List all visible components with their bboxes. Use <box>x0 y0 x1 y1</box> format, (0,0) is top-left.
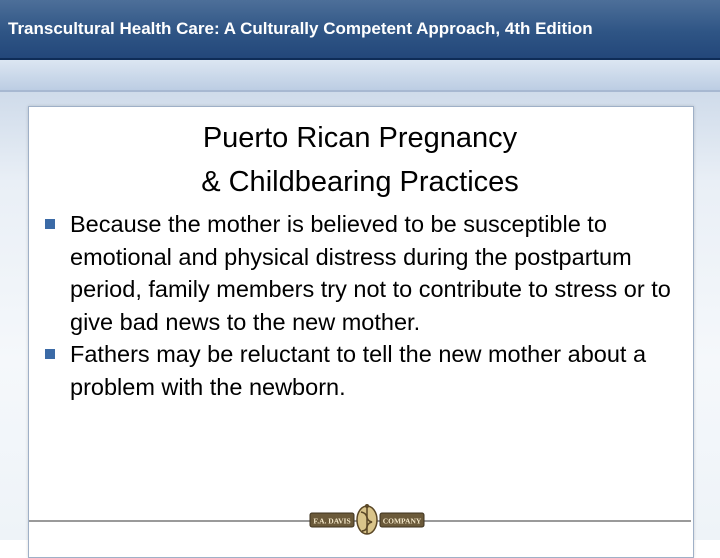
bullet-item <box>44 208 694 338</box>
bullet-text: Because the mother is believed to be susceptible to emotional and physical distress during the postpartum period, family members try not to contribute to stress or to give bad news to the new mother. <box>70 211 671 335</box>
square-bullet-icon <box>45 349 55 359</box>
logo-right-text: COMPANY <box>382 516 422 526</box>
logo-left-text: F.A. DAVIS <box>313 516 351 526</box>
bullet-item <box>44 338 694 403</box>
square-bullet-icon <box>45 219 55 229</box>
book-title: Transcultural Health Care: A Culturally Competent Approach, 4th Edition <box>8 19 593 38</box>
header-band <box>0 60 720 92</box>
slide-title-line-2: & Childbearing Practices <box>201 166 519 198</box>
slide-title-line-1: Puerto Rican Pregnancy <box>202 122 518 154</box>
bullet-text: Fathers may be reluctant to tell the new mother about a problem with the newborn. <box>70 341 647 400</box>
header-banner <box>0 0 720 60</box>
fa-davis-logo <box>308 500 426 540</box>
slide-title <box>0 116 720 204</box>
bullet-list <box>44 208 694 403</box>
